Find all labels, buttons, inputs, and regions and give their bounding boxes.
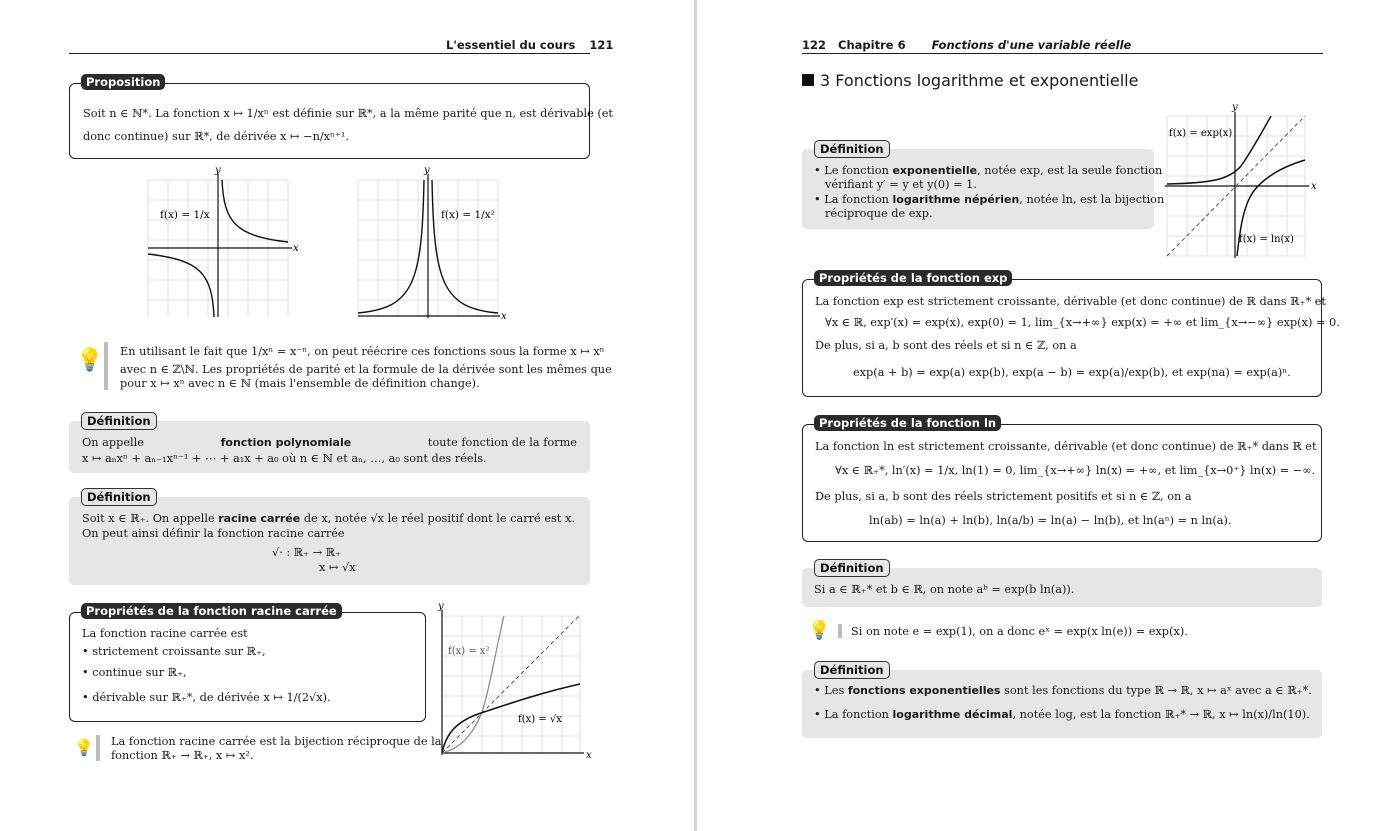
def-sqrt-line2: On peut ainsi définir la fonction racine carrée: [82, 527, 345, 540]
prop-ln-line1: La fonction ln est strictement croissante, dérivable (et donc continue) de ℝ₊* dans ℝ et: [815, 440, 1317, 453]
properties-tag: Propriétés de la fonction ln: [814, 415, 1001, 431]
def-log-item2: [814, 707, 1310, 722]
curve-sqrt-label: f(x) = √x: [518, 714, 562, 725]
def-exp-text-c: , notée exp, est la seule fonction: [977, 164, 1163, 177]
definition-exp-box: [802, 149, 1165, 229]
x-axis-label: x: [293, 243, 299, 254]
graph-inverse: [140, 162, 310, 322]
remark2-line2: fonction ℝ₊ → ℝ₊, x ↦ x².: [111, 749, 254, 762]
def-log-text-c: sont les fonctions du type ℝ → ℝ, x ↦ aˣ avec a ∈ ℝ₊*.: [1004, 684, 1312, 697]
prop-ln-line2: ∀x ∈ ℝ₊*, ln′(x) = 1/x, ln(1) = 0, lim_{x→+∞} ln(x) = +∞, et lim_{x→0⁺} ln(x) = −∞.: [835, 464, 1316, 477]
def-sqrt-text-c: de x, notée √x le réel positif dont le carré est x.: [303, 512, 575, 525]
curve-positive: [222, 180, 288, 242]
graph-sqrt-square: [434, 598, 596, 766]
prop-sqrt-intro: La fonction racine carrée est: [82, 627, 248, 640]
remark-bar: [104, 342, 108, 390]
remark1-line2: avec n ∈ ℤ\ℕ. Les propriétés de parité et la formule de la dérivée sont les mêmes que: [120, 363, 612, 376]
prop-ln-line4: ln(ab) = ln(a) + ln(b), ln(a/b) = ln(a) − ln(b), et ln(aⁿ) = n ln(a).: [869, 514, 1232, 527]
def-poly-line2: x ↦ aₙxⁿ + aₙ₋₁xⁿ⁻¹ + ⋯ + a₁x + a₀ où n ∈ ℕ et aₙ, …, a₀ sont des réels.: [82, 452, 487, 465]
curve-exp: [1167, 116, 1271, 184]
properties-sqrt-box: [69, 612, 426, 722]
definition-tag: Définition: [814, 559, 890, 577]
def-log-text-a: • Les: [814, 684, 845, 697]
def-exp-item2-cont: réciproque de exp.: [825, 207, 933, 220]
prop-exp-line1: La fonction exp est strictement croissante, dérivable (et donc continue) de ℝ dans ℝ₊* et: [815, 295, 1326, 308]
page-number: 121: [589, 38, 614, 52]
prop-sqrt-item3: • dérivable sur ℝ₊*, de dérivée x ↦ 1/(2√x).: [82, 691, 331, 704]
definition-tag: Définition: [81, 412, 157, 430]
properties-exp-box: [802, 279, 1340, 397]
def-exp-item2: [814, 192, 1164, 207]
graph-inverse-square: [350, 162, 520, 322]
lightbulb-icon: 💡: [76, 348, 104, 373]
definition-sqrt-box: [69, 497, 590, 585]
lightbulb-icon: 💡: [74, 738, 94, 757]
remark-bar: [838, 624, 842, 638]
curve-ln-label: f(x) = ln(x): [1239, 234, 1294, 245]
header-title: L'essentiel du cours: [446, 38, 576, 52]
def-exp-item1-cont: vérifiant y′ = y et y(0) = 1.: [825, 178, 977, 191]
def-sqrt-line1: [82, 511, 575, 526]
def-log-term2: logarithme décimal: [892, 708, 1013, 721]
x-axis-label: x: [1311, 181, 1317, 192]
prop-sqrt-item2: • continue sur ℝ₊,: [82, 666, 187, 679]
def-ln-term: logarithme népérien: [892, 193, 1020, 206]
definition-tag: Définition: [814, 661, 890, 679]
def-poly-term: fonction polynomiale: [220, 436, 352, 449]
prop-ln-line3: De plus, si a, b sont des réels strictement positifs et si n ∈ ℤ, on a: [815, 490, 1192, 503]
remark-line1: Si on note e = exp(1), on a donc eˣ = exp(x ln(e)) = exp(x).: [851, 625, 1188, 638]
prop-exp-line4: exp(a + b) = exp(a) exp(b), exp(a − b) = exp(a)/exp(b), et exp(na) = exp(a)ⁿ.: [853, 366, 1291, 379]
prop-sqrt-item1: • strictement croissante sur ℝ₊,: [82, 645, 266, 658]
header-rule: [69, 53, 590, 54]
curve-label: f(x) = 1/x²: [441, 209, 495, 221]
x-axis-label: x: [586, 750, 592, 761]
def-power-line1: Si a ∈ ℝ₊* et b ∈ ℝ, on note aᵇ = exp(b ln(a)).: [814, 583, 1075, 596]
y-axis-label: y: [215, 165, 221, 176]
remark2-line1: La fonction racine carrée est la bijection réciproque de la: [111, 735, 442, 748]
x-axis-label: x: [501, 311, 507, 322]
curve-square-label: f(x) = x²: [448, 646, 490, 657]
y-axis-label: y: [424, 165, 430, 176]
section-heading: [802, 71, 1138, 90]
properties-ln-box: [802, 424, 1322, 542]
section-square-icon: [802, 74, 814, 86]
def-ln-text-a: • La fonction: [814, 193, 889, 206]
curve-exp-label: f(x) = exp(x): [1169, 128, 1233, 139]
section-title: 3 Fonctions logarithme et exponentielle: [820, 71, 1139, 90]
remark1-line3: pour x ↦ xⁿ avec n ∈ ℕ (mais l'ensemble de définition change).: [120, 377, 480, 390]
prop-exp-line3: De plus, si a, b sont des réels et si n ∈ ℤ, on a: [815, 339, 1077, 352]
right-header: [802, 38, 1131, 52]
def-log-text-d: • La fonction: [814, 708, 889, 721]
def-log-text-f: , notée log, est la fonction ℝ₊* → ℝ, x ↦ ln(x)/ln(10).: [1012, 708, 1310, 721]
def-ln-text-c: , notée ln, est la bijection: [1019, 193, 1165, 206]
def-poly-text-a: On appelle: [82, 436, 144, 449]
y-axis-label: y: [1232, 102, 1238, 113]
proposition-tag: Proposition: [81, 74, 165, 90]
definition-log-box: [802, 670, 1322, 738]
page-number: 122: [802, 38, 827, 52]
definition-tag: Définition: [81, 488, 157, 506]
y-axis-label: y: [438, 601, 444, 612]
def-sqrt-text-a: Soit x ∈ ℝ₊. On appelle: [82, 512, 215, 525]
def-sqrt-map2: x ↦ √x: [319, 561, 356, 574]
left-header: [446, 38, 613, 52]
graph-exp-ln: [1161, 100, 1321, 260]
definition-tag: Définition: [814, 140, 890, 158]
def-exp-term: exponentielle: [892, 164, 978, 177]
properties-tag: Propriétés de la fonction exp: [814, 270, 1012, 286]
proposition-box: [69, 83, 613, 159]
proposition-line2: donc continue) sur ℝ*, de dérivée x ↦ −n/xⁿ⁺¹.: [83, 130, 349, 143]
header-rule: [802, 53, 1323, 54]
def-exp-text-a: • Le fonction: [814, 164, 889, 177]
remark1-line1: En utilisant le fait que 1/xⁿ = x⁻ⁿ, on peut réécrire ces fonctions sous la forme x ↦ xⁿ: [120, 345, 605, 358]
remark-bar: [96, 735, 100, 761]
lightbulb-icon: 💡: [808, 620, 831, 641]
def-poly-line1: [82, 435, 577, 450]
chapter-label: Chapitre 6: [838, 38, 906, 52]
def-sqrt-map1: √· : ℝ₊ → ℝ₊: [272, 546, 342, 559]
def-sqrt-term: racine carrée: [218, 512, 301, 525]
curve-negative: [148, 254, 214, 317]
prop-exp-line2: ∀x ∈ ℝ, exp′(x) = exp(x), exp(0) = 1, lim_{x→+∞} exp(x) = +∞ et lim_{x→−∞} exp(x) = 0.: [825, 316, 1340, 329]
right-page: [697, 0, 1390, 831]
chapter-title: Fonctions d'une variable réelle: [931, 38, 1132, 52]
curve-label: f(x) = 1/x: [160, 209, 210, 221]
def-log-item1: [814, 683, 1312, 698]
def-exp-item1: [814, 163, 1162, 178]
def-poly-text-c: toute fonction de la forme: [427, 436, 577, 449]
proposition-line1: Soit n ∈ ℕ*. La fonction x ↦ 1/xⁿ est définie sur ℝ*, a la même parité que n, est dérivable (et: [83, 107, 613, 120]
properties-tag: Propriétés de la fonction racine carrée: [81, 603, 342, 619]
def-log-term1: fonctions exponentielles: [847, 684, 1001, 697]
